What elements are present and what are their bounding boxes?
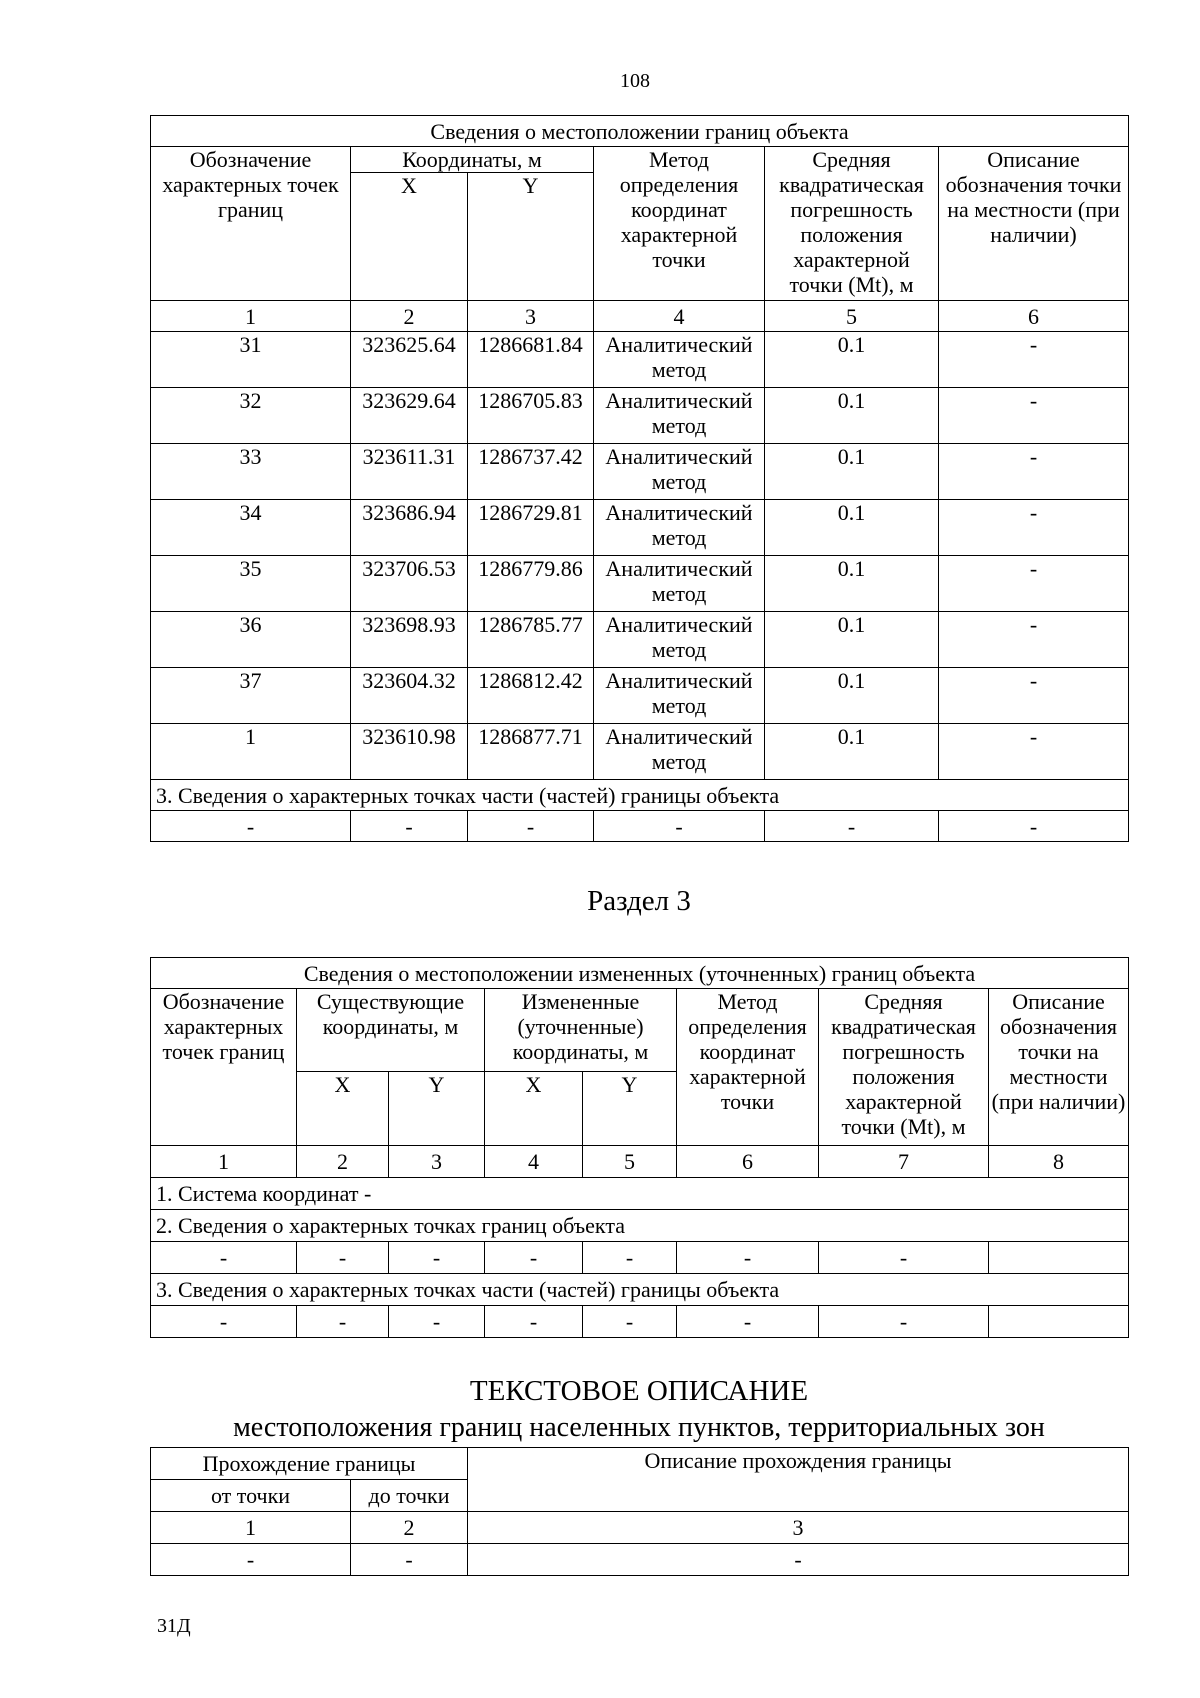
text-description-title: ТЕКСТОВОЕ ОПИСАНИЕ (469, 1375, 809, 1407)
column-number: 6 (939, 301, 1129, 332)
empty-cell: - (297, 1242, 389, 1274)
column-number: 3 (468, 1512, 1129, 1544)
empty-cell: - (389, 1306, 485, 1338)
header-error: Средняя квадратическая погрешность положения характерной точки (Mt), м (819, 989, 989, 1146)
header-method: Метод определения координат характерной точки (677, 989, 819, 1146)
parts-heading: 3. Сведения о характерных точках части (частей) границы объекта (151, 780, 1129, 811)
y-cell: 1286681.84 (468, 332, 594, 388)
header-x: X (297, 1072, 389, 1146)
description-cell: - (939, 556, 1129, 612)
header-x: X (351, 173, 468, 301)
description-cell: - (939, 500, 1129, 556)
y-cell: 1286779.86 (468, 556, 594, 612)
method-cell: Аналитический метод (594, 612, 765, 668)
boundary-passage-table (150, 1447, 1129, 1576)
column-number: 4 (485, 1146, 583, 1178)
x-cell: 323706.53 (351, 556, 468, 612)
column-number: 8 (989, 1146, 1129, 1178)
point-cell: 35 (151, 556, 351, 612)
empty-cell: - (677, 1242, 819, 1274)
header-to-point: до точки (351, 1480, 468, 1512)
error-cell: 0.1 (765, 612, 939, 668)
table-row (151, 668, 1129, 724)
error-cell: 0.1 (765, 668, 939, 724)
column-number: 6 (677, 1146, 819, 1178)
x-cell: 323625.64 (351, 332, 468, 388)
header-y: Y (583, 1072, 677, 1146)
error-cell: 0.1 (765, 556, 939, 612)
header-y: Y (389, 1072, 485, 1146)
table-row (151, 500, 1129, 556)
empty-cell: - (151, 811, 351, 842)
error-cell: 0.1 (765, 332, 939, 388)
section-title: Раздел 3 (587, 885, 691, 917)
empty-cell (989, 1306, 1129, 1338)
y-cell: 1286705.83 (468, 388, 594, 444)
empty-cell: - (351, 811, 468, 842)
point-cell: 34 (151, 500, 351, 556)
table-row (151, 612, 1129, 668)
column-number: 2 (297, 1146, 389, 1178)
empty-cell: - (583, 1242, 677, 1274)
header-y: Y (468, 173, 594, 301)
column-number: 3 (468, 301, 594, 332)
method-cell: Аналитический метод (594, 444, 765, 500)
table-row (151, 724, 1129, 780)
column-number: 7 (819, 1146, 989, 1178)
x-cell: 323604.32 (351, 668, 468, 724)
column-number: 5 (583, 1146, 677, 1178)
system-heading: 1. Система координат - (151, 1178, 1129, 1210)
column-number: 2 (351, 301, 468, 332)
changed-boundaries-table (150, 957, 1129, 1338)
y-cell: 1286812.42 (468, 668, 594, 724)
point-cell: 37 (151, 668, 351, 724)
points-heading: 2. Сведения о характерных точках границ объекта (151, 1210, 1129, 1242)
empty-cell: - (389, 1242, 485, 1274)
header-error: Средняя квадратическая погрешность положения характерной точки (Mt), м (765, 147, 939, 301)
header-from-point: от точки (151, 1480, 351, 1512)
point-cell: 33 (151, 444, 351, 500)
column-number: 1 (151, 301, 351, 332)
table-row (151, 1242, 1129, 1274)
empty-cell: - (819, 1242, 989, 1274)
empty-cell: - (594, 811, 765, 842)
column-number: 1 (151, 1512, 351, 1544)
empty-cell: - (468, 1544, 1129, 1576)
header-point: Обозначение характерных точек границ (151, 147, 351, 301)
method-cell: Аналитический метод (594, 724, 765, 780)
table-row (151, 1544, 1129, 1576)
point-cell: 36 (151, 612, 351, 668)
x-cell: 323611.31 (351, 444, 468, 500)
y-cell: 1286729.81 (468, 500, 594, 556)
x-cell: 323698.93 (351, 612, 468, 668)
page-number: 108 (620, 70, 650, 92)
parts-heading: 3. Сведения о характерных точках части (частей) границы объекта (151, 1274, 1129, 1306)
table-row (151, 444, 1129, 500)
empty-cell: - (297, 1306, 389, 1338)
description-cell: - (939, 668, 1129, 724)
description-cell: - (939, 388, 1129, 444)
x-cell: 323686.94 (351, 500, 468, 556)
method-cell: Аналитический метод (594, 388, 765, 444)
table-row (151, 388, 1129, 444)
table-title: Сведения о местоположении измененных (уточненных) границ объекта (151, 958, 1129, 989)
header-passage-description: Описание прохождения границы (468, 1448, 1129, 1512)
column-number: 5 (765, 301, 939, 332)
method-cell: Аналитический метод (594, 556, 765, 612)
point-cell: 1 (151, 724, 351, 780)
method-cell: Аналитический метод (594, 500, 765, 556)
table-title: Сведения о местоположении границ объекта (151, 116, 1129, 147)
header-passage: Прохождение границы (151, 1448, 468, 1480)
method-cell: Аналитический метод (594, 332, 765, 388)
header-point: Обозначение характерных точек границ (151, 989, 297, 1146)
column-number: 2 (351, 1512, 468, 1544)
table-row (151, 332, 1129, 388)
y-cell: 1286785.77 (468, 612, 594, 668)
header-method: Метод определения координат характерной точки (594, 147, 765, 301)
y-cell: 1286877.71 (468, 724, 594, 780)
empty-cell: - (351, 1544, 468, 1576)
header-description: Описание обозначения точки на местности (при наличии) (989, 989, 1129, 1146)
header-x: X (485, 1072, 583, 1146)
empty-cell: - (819, 1306, 989, 1338)
table-row (151, 811, 1129, 842)
footer-code: 31Д (157, 1615, 191, 1637)
point-cell: 32 (151, 388, 351, 444)
empty-cell: - (765, 811, 939, 842)
header-description: Описание обозначения точки на местности (при наличии) (939, 147, 1129, 301)
y-cell: 1286737.42 (468, 444, 594, 500)
error-cell: 0.1 (765, 388, 939, 444)
empty-cell: - (583, 1306, 677, 1338)
empty-cell: - (151, 1242, 297, 1274)
header-coords: Координаты, м (351, 147, 594, 173)
error-cell: 0.1 (765, 724, 939, 780)
header-changed: Измененные (уточненные) координаты, м (485, 989, 677, 1072)
empty-cell: - (939, 811, 1129, 842)
description-cell: - (939, 724, 1129, 780)
error-cell: 0.1 (765, 444, 939, 500)
x-cell: 323629.64 (351, 388, 468, 444)
table-row (151, 1306, 1129, 1338)
table-row (151, 556, 1129, 612)
empty-cell: - (151, 1306, 297, 1338)
empty-cell: - (468, 811, 594, 842)
boundary-coordinates-table (150, 115, 1129, 842)
column-number: 3 (389, 1146, 485, 1178)
description-cell: - (939, 612, 1129, 668)
description-cell: - (939, 332, 1129, 388)
point-cell: 31 (151, 332, 351, 388)
x-cell: 323610.98 (351, 724, 468, 780)
empty-cell: - (485, 1306, 583, 1338)
text-description-subtitle: местоположения границ населенных пунктов, территориальных зон (233, 1412, 1045, 1443)
empty-cell: - (151, 1544, 351, 1576)
method-cell: Аналитический метод (594, 668, 765, 724)
error-cell: 0.1 (765, 500, 939, 556)
column-number: 1 (151, 1146, 297, 1178)
header-existing: Существующие координаты, м (297, 989, 485, 1072)
empty-cell (989, 1242, 1129, 1274)
empty-cell: - (485, 1242, 583, 1274)
description-cell: - (939, 444, 1129, 500)
empty-cell: - (677, 1306, 819, 1338)
column-number: 4 (594, 301, 765, 332)
